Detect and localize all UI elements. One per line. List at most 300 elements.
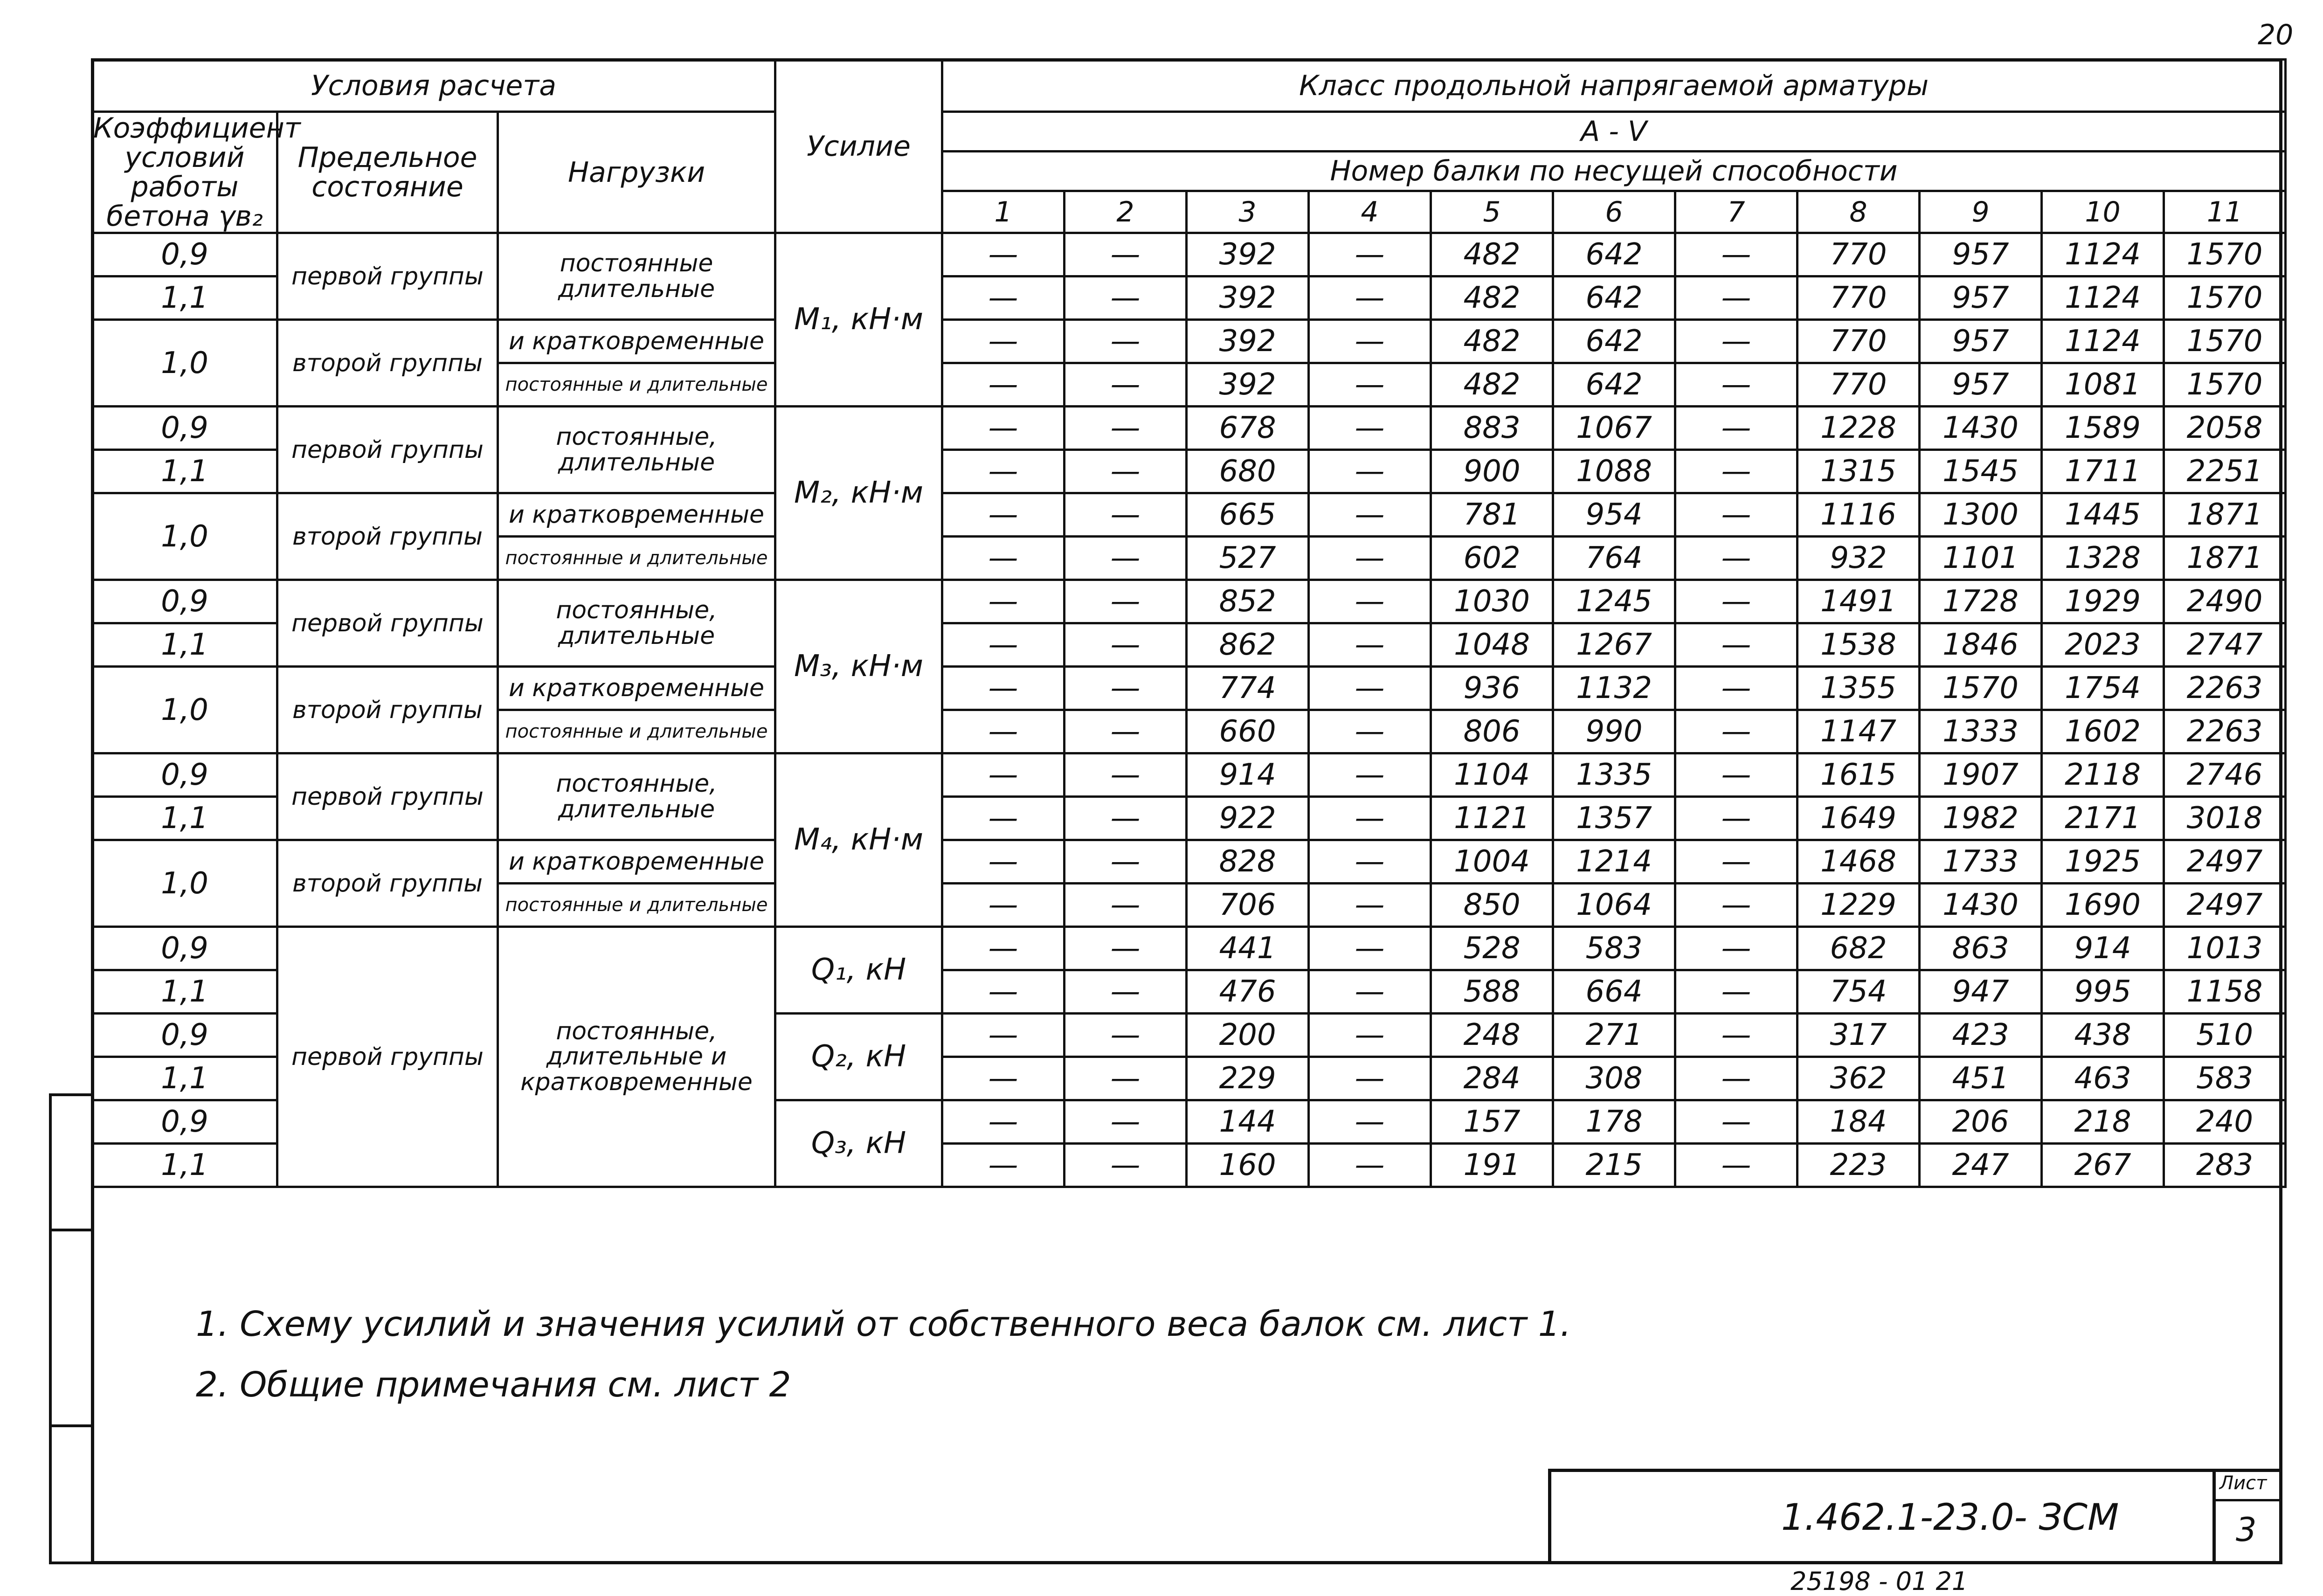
- conditions-header: Условия расчета: [92, 60, 775, 112]
- value-cell: 206: [1920, 1100, 2042, 1144]
- value-cell: 200: [1187, 1014, 1309, 1057]
- value-cell: 1570: [2164, 363, 2286, 407]
- value-cell: —: [942, 450, 1065, 493]
- value-cell: 770: [1798, 276, 1920, 320]
- coef-cell: 1,1: [92, 1057, 277, 1100]
- value-cell: —: [942, 537, 1065, 580]
- value-cell: 1004: [1431, 840, 1553, 884]
- force-cell: M₃, кН·м: [775, 580, 942, 753]
- value-cell: —: [942, 884, 1065, 927]
- value-cell: 2263: [2164, 710, 2286, 753]
- value-cell: 936: [1431, 667, 1553, 710]
- value-cell: 995: [2042, 970, 2164, 1014]
- limit-state-cell: первой группы: [277, 927, 498, 1187]
- value-cell: 317: [1798, 1014, 1920, 1057]
- notes: [196, 1294, 1571, 1415]
- table-row: [92, 927, 2286, 970]
- margin-cell: [52, 1427, 91, 1567]
- value-cell: 1846: [1920, 623, 2042, 667]
- value-cell: 1570: [2164, 276, 2286, 320]
- value-cell: 1545: [1920, 450, 2042, 493]
- value-cell: 482: [1431, 233, 1553, 276]
- value-cell: —: [1675, 884, 1798, 927]
- table-row: [92, 840, 2286, 884]
- value-cell: —: [942, 710, 1065, 753]
- value-cell: 191: [1431, 1144, 1553, 1187]
- value-cell: —: [1675, 320, 1798, 363]
- value-cell: —: [1065, 710, 1187, 753]
- value-cell: 1733: [1920, 840, 2042, 884]
- value-cell: 1570: [2164, 320, 2286, 363]
- value-cell: 1907: [1920, 753, 2042, 797]
- document-code: 1.462.1-23.0- ЗСМ: [1781, 1497, 2119, 1539]
- load-cell: и кратковременные: [498, 320, 775, 363]
- value-cell: —: [1309, 1100, 1431, 1144]
- value-cell: 1430: [1920, 884, 2042, 927]
- value-cell: —: [1309, 407, 1431, 450]
- page-number: 20: [2258, 19, 2294, 51]
- value-cell: 1982: [1920, 797, 2042, 840]
- value-cell: 1124: [2042, 233, 2164, 276]
- value-cell: 947: [1920, 970, 2042, 1014]
- value-cell: —: [942, 753, 1065, 797]
- value-cell: 1871: [2164, 537, 2286, 580]
- value-cell: 1081: [2042, 363, 2164, 407]
- value-cell: —: [1065, 320, 1187, 363]
- class-value: А - V: [942, 112, 2286, 152]
- force-header: Усилие: [775, 60, 942, 233]
- value-cell: 1357: [1553, 797, 1675, 840]
- value-cell: 1430: [1920, 407, 2042, 450]
- value-cell: 229: [1187, 1057, 1309, 1100]
- value-cell: 463: [2042, 1057, 2164, 1100]
- value-cell: 482: [1431, 320, 1553, 363]
- value-cell: 642: [1553, 363, 1675, 407]
- value-cell: 184: [1798, 1100, 1920, 1144]
- load-cell: постоянные, длительные: [498, 753, 775, 840]
- value-cell: —: [1065, 233, 1187, 276]
- value-cell: 392: [1187, 320, 1309, 363]
- value-cell: 583: [1553, 927, 1675, 970]
- value-cell: 1315: [1798, 450, 1920, 493]
- value-cell: —: [1309, 753, 1431, 797]
- value-cell: 588: [1431, 970, 1553, 1014]
- value-cell: —: [1065, 884, 1187, 927]
- value-cell: 392: [1187, 233, 1309, 276]
- value-cell: 1445: [2042, 493, 2164, 537]
- value-cell: 682: [1798, 927, 1920, 970]
- beam-number-header: Номер балки по несущей способности: [942, 152, 2286, 191]
- value-cell: 850: [1431, 884, 1553, 927]
- value-cell: 1589: [2042, 407, 2164, 450]
- value-cell: 863: [1920, 927, 2042, 970]
- load-cell: и кратковременные: [498, 493, 775, 537]
- force-cell: Q₁, кН: [775, 927, 942, 1014]
- value-cell: 957: [1920, 233, 2042, 276]
- value-cell: —: [1675, 840, 1798, 884]
- load-cell: постоянные длительные: [498, 233, 775, 320]
- value-cell: —: [942, 970, 1065, 1014]
- value-cell: —: [1675, 537, 1798, 580]
- value-cell: 678: [1187, 407, 1309, 450]
- value-cell: 160: [1187, 1144, 1309, 1187]
- value-cell: —: [1065, 493, 1187, 537]
- beam-number-cell: 10: [2042, 191, 2164, 233]
- value-cell: 1690: [2042, 884, 2164, 927]
- value-cell: —: [1309, 840, 1431, 884]
- load-cell: постоянные, длительные: [498, 580, 775, 667]
- value-cell: 392: [1187, 276, 1309, 320]
- value-cell: 1101: [1920, 537, 2042, 580]
- value-cell: 218: [2042, 1100, 2164, 1144]
- beam-number-cell: 11: [2164, 191, 2286, 233]
- value-cell: 441: [1187, 927, 1309, 970]
- value-cell: —: [1309, 493, 1431, 537]
- value-cell: —: [1675, 276, 1798, 320]
- value-cell: —: [942, 276, 1065, 320]
- value-cell: —: [1675, 407, 1798, 450]
- beam-number-cell: 5: [1431, 191, 1553, 233]
- value-cell: —: [942, 320, 1065, 363]
- value-cell: 706: [1187, 884, 1309, 927]
- value-cell: —: [1309, 884, 1431, 927]
- value-cell: 1570: [2164, 233, 2286, 276]
- value-cell: 438: [2042, 1014, 2164, 1057]
- value-cell: 1491: [1798, 580, 1920, 623]
- value-cell: —: [1675, 1100, 1798, 1144]
- value-cell: 862: [1187, 623, 1309, 667]
- value-cell: 914: [1187, 753, 1309, 797]
- value-cell: 1728: [1920, 580, 2042, 623]
- value-cell: 660: [1187, 710, 1309, 753]
- coef-cell: 1,0: [92, 320, 277, 407]
- value-cell: 1048: [1431, 623, 1553, 667]
- load-cell: и кратковременные: [498, 667, 775, 710]
- value-cell: 1602: [2042, 710, 2164, 753]
- note-1: 1. Схему усилий и значения усилий от собственного веса балок см. лист 1.: [196, 1304, 1571, 1344]
- value-cell: 583: [2164, 1057, 2286, 1100]
- value-cell: 1067: [1553, 407, 1675, 450]
- value-cell: 1147: [1798, 710, 1920, 753]
- value-cell: 2497: [2164, 884, 2286, 927]
- sheet-label: Лист: [2219, 1472, 2267, 1494]
- beam-number-cell: 1: [942, 191, 1065, 233]
- value-cell: 178: [1553, 1100, 1675, 1144]
- value-cell: 1229: [1798, 884, 1920, 927]
- value-cell: 1468: [1798, 840, 1920, 884]
- value-cell: 2251: [2164, 450, 2286, 493]
- value-cell: —: [1675, 927, 1798, 970]
- value-cell: 932: [1798, 537, 1920, 580]
- value-cell: 1267: [1553, 623, 1675, 667]
- value-cell: 248: [1431, 1014, 1553, 1057]
- beam-number-cell: 9: [1920, 191, 2042, 233]
- coef-cell: 1,0: [92, 667, 277, 753]
- margin-cell: [52, 1231, 91, 1427]
- value-cell: 642: [1553, 320, 1675, 363]
- coef-cell: 0,9: [92, 233, 277, 276]
- value-cell: —: [1675, 233, 1798, 276]
- value-cell: 1649: [1798, 797, 1920, 840]
- value-cell: —: [1309, 667, 1431, 710]
- value-cell: —: [1065, 1057, 1187, 1100]
- force-cell: Q₂, кН: [775, 1014, 942, 1100]
- coef-cell: 1,1: [92, 623, 277, 667]
- value-cell: —: [942, 623, 1065, 667]
- beam-number-cell: 6: [1553, 191, 1675, 233]
- value-cell: —: [1309, 1014, 1431, 1057]
- value-cell: 2747: [2164, 623, 2286, 667]
- value-cell: 2490: [2164, 580, 2286, 623]
- value-cell: 476: [1187, 970, 1309, 1014]
- value-cell: —: [1675, 580, 1798, 623]
- value-cell: 528: [1431, 927, 1553, 970]
- coef-cell: 0,9: [92, 407, 277, 450]
- table-row: [92, 233, 2286, 276]
- value-cell: 1871: [2164, 493, 2286, 537]
- value-cell: —: [1675, 493, 1798, 537]
- value-cell: 1104: [1431, 753, 1553, 797]
- value-cell: —: [1065, 537, 1187, 580]
- value-cell: —: [942, 407, 1065, 450]
- loads-header: Нагрузки: [498, 112, 775, 233]
- limit-state-cell: второй группы: [277, 493, 498, 580]
- value-cell: 482: [1431, 276, 1553, 320]
- force-cell: M₁, кН·м: [775, 233, 942, 407]
- value-cell: 1088: [1553, 450, 1675, 493]
- value-cell: 1245: [1553, 580, 1675, 623]
- limit-state-cell: второй группы: [277, 840, 498, 927]
- value-cell: —: [942, 493, 1065, 537]
- value-cell: —: [1309, 797, 1431, 840]
- force-cell: M₄, кН·м: [775, 753, 942, 927]
- value-cell: 1124: [2042, 276, 2164, 320]
- limit-state-cell: второй группы: [277, 320, 498, 407]
- left-margin-strip: [49, 1093, 91, 1564]
- value-cell: 1300: [1920, 493, 2042, 537]
- value-cell: —: [942, 840, 1065, 884]
- value-cell: —: [942, 1014, 1065, 1057]
- value-cell: —: [1065, 667, 1187, 710]
- class-title: Класс продольной напрягаемой арматуры: [942, 60, 2286, 112]
- value-cell: 922: [1187, 797, 1309, 840]
- limit-state-cell: первой группы: [277, 407, 498, 493]
- value-cell: 1030: [1431, 580, 1553, 623]
- bottom-reference: 25198 - 01 21: [1791, 1567, 1968, 1596]
- coef-cell: 0,9: [92, 1100, 277, 1144]
- value-cell: —: [1309, 1057, 1431, 1100]
- value-cell: 283: [2164, 1144, 2286, 1187]
- value-cell: —: [1065, 927, 1187, 970]
- force-cell: M₂, кН·м: [775, 407, 942, 580]
- value-cell: 602: [1431, 537, 1553, 580]
- value-cell: 362: [1798, 1057, 1920, 1100]
- value-cell: —: [1065, 970, 1187, 1014]
- value-cell: 1228: [1798, 407, 1920, 450]
- value-cell: —: [1309, 320, 1431, 363]
- value-cell: 1214: [1553, 840, 1675, 884]
- limit-state-cell: первой группы: [277, 233, 498, 320]
- value-cell: —: [1675, 363, 1798, 407]
- value-cell: —: [1309, 710, 1431, 753]
- value-cell: 957: [1920, 320, 2042, 363]
- table-row: [92, 753, 2286, 797]
- value-cell: —: [942, 1057, 1065, 1100]
- beam-number-cell: 7: [1675, 191, 1798, 233]
- value-cell: 2171: [2042, 797, 2164, 840]
- value-cell: —: [1675, 753, 1798, 797]
- value-cell: —: [942, 233, 1065, 276]
- value-cell: 510: [2164, 1014, 2286, 1057]
- beam-number-cell: 2: [1065, 191, 1187, 233]
- beam-number-cell: 8: [1798, 191, 1920, 233]
- value-cell: 2497: [2164, 840, 2286, 884]
- value-cell: —: [1675, 623, 1798, 667]
- value-cell: —: [1675, 1014, 1798, 1057]
- value-cell: 240: [2164, 1100, 2286, 1144]
- coef-cell: 1,1: [92, 970, 277, 1014]
- value-cell: —: [942, 927, 1065, 970]
- value-cell: 3018: [2164, 797, 2286, 840]
- value-cell: 665: [1187, 493, 1309, 537]
- value-cell: —: [942, 667, 1065, 710]
- value-cell: 247: [1920, 1144, 2042, 1187]
- value-cell: —: [1309, 1144, 1431, 1187]
- table-row: [92, 667, 2286, 710]
- value-cell: 1132: [1553, 667, 1675, 710]
- value-cell: —: [942, 363, 1065, 407]
- load-cell: и кратковременные: [498, 840, 775, 884]
- value-cell: 1335: [1553, 753, 1675, 797]
- value-cell: 806: [1431, 710, 1553, 753]
- load-cell: постоянные, длительные и кратковременные: [498, 927, 775, 1187]
- value-cell: —: [1309, 450, 1431, 493]
- table-row: [92, 580, 2286, 623]
- value-cell: 1064: [1553, 884, 1675, 927]
- value-cell: —: [1065, 450, 1187, 493]
- value-cell: —: [1675, 970, 1798, 1014]
- value-cell: 1355: [1798, 667, 1920, 710]
- value-cell: 215: [1553, 1144, 1675, 1187]
- value-cell: —: [942, 797, 1065, 840]
- limit-state-cell: первой группы: [277, 580, 498, 667]
- value-cell: —: [942, 580, 1065, 623]
- value-cell: —: [942, 1100, 1065, 1144]
- forces-table: [91, 58, 2287, 1188]
- coef-cell: 1,0: [92, 493, 277, 580]
- value-cell: —: [1065, 276, 1187, 320]
- value-cell: 392: [1187, 363, 1309, 407]
- value-cell: —: [1065, 753, 1187, 797]
- value-cell: —: [1309, 363, 1431, 407]
- value-cell: 664: [1553, 970, 1675, 1014]
- value-cell: 1116: [1798, 493, 1920, 537]
- value-cell: 770: [1798, 320, 1920, 363]
- value-cell: 642: [1553, 233, 1675, 276]
- value-cell: —: [1675, 1057, 1798, 1100]
- coef-cell: 1,1: [92, 797, 277, 840]
- value-cell: —: [1309, 233, 1431, 276]
- coef-cell: 0,9: [92, 753, 277, 797]
- force-cell: Q₃, кН: [775, 1100, 942, 1187]
- value-cell: —: [1309, 537, 1431, 580]
- beam-number-cell: 4: [1309, 191, 1431, 233]
- value-cell: —: [1675, 1144, 1798, 1187]
- coef-cell: 1,1: [92, 450, 277, 493]
- value-cell: 1754: [2042, 667, 2164, 710]
- value-cell: 764: [1553, 537, 1675, 580]
- value-cell: 754: [1798, 970, 1920, 1014]
- value-cell: —: [1065, 797, 1187, 840]
- value-cell: 1929: [2042, 580, 2164, 623]
- value-cell: 1333: [1920, 710, 2042, 753]
- value-cell: 957: [1920, 276, 2042, 320]
- value-cell: 267: [2042, 1144, 2164, 1187]
- value-cell: 2023: [2042, 623, 2164, 667]
- value-cell: 852: [1187, 580, 1309, 623]
- limit-state-cell: второй группы: [277, 667, 498, 753]
- value-cell: 990: [1553, 710, 1675, 753]
- value-cell: 1711: [2042, 450, 2164, 493]
- value-cell: 308: [1553, 1057, 1675, 1100]
- value-cell: —: [1675, 667, 1798, 710]
- value-cell: 957: [1920, 363, 2042, 407]
- value-cell: 1615: [1798, 753, 1920, 797]
- value-cell: 828: [1187, 840, 1309, 884]
- coef-cell: 0,9: [92, 580, 277, 623]
- load-cell: постоянные и длительные: [498, 537, 775, 580]
- limit-state-cell: первой группы: [277, 753, 498, 840]
- value-cell: 2058: [2164, 407, 2286, 450]
- beam-number-cell: 3: [1187, 191, 1309, 233]
- coef-header: Коэффициент условий работы бетона γв₂: [92, 112, 277, 233]
- value-cell: 2263: [2164, 667, 2286, 710]
- coef-cell: 1,0: [92, 840, 277, 927]
- value-cell: 1121: [1431, 797, 1553, 840]
- load-cell: постоянные, длительные: [498, 407, 775, 493]
- value-cell: 954: [1553, 493, 1675, 537]
- margin-cell: [52, 1096, 91, 1231]
- value-cell: —: [1675, 797, 1798, 840]
- value-cell: 774: [1187, 667, 1309, 710]
- value-cell: —: [1675, 710, 1798, 753]
- load-cell: постоянные и длительные: [498, 884, 775, 927]
- value-cell: 271: [1553, 1014, 1675, 1057]
- value-cell: 144: [1187, 1100, 1309, 1144]
- value-cell: —: [1675, 450, 1798, 493]
- sheet-number: 3: [2236, 1511, 2257, 1549]
- coef-cell: 1,1: [92, 1144, 277, 1187]
- value-cell: 2746: [2164, 753, 2286, 797]
- table-row: [92, 320, 2286, 363]
- coef-cell: 0,9: [92, 927, 277, 970]
- table-row: [92, 407, 2286, 450]
- value-cell: 451: [1920, 1057, 2042, 1100]
- value-cell: 284: [1431, 1057, 1553, 1100]
- value-cell: 423: [1920, 1014, 2042, 1057]
- value-cell: —: [1065, 1100, 1187, 1144]
- value-cell: —: [1065, 407, 1187, 450]
- value-cell: 1124: [2042, 320, 2164, 363]
- value-cell: —: [1065, 363, 1187, 407]
- value-cell: 680: [1187, 450, 1309, 493]
- value-cell: 1328: [2042, 537, 2164, 580]
- coef-cell: 1,1: [92, 276, 277, 320]
- value-cell: 770: [1798, 233, 1920, 276]
- value-cell: 914: [2042, 927, 2164, 970]
- value-cell: —: [1309, 276, 1431, 320]
- load-cell: постоянные и длительные: [498, 710, 775, 753]
